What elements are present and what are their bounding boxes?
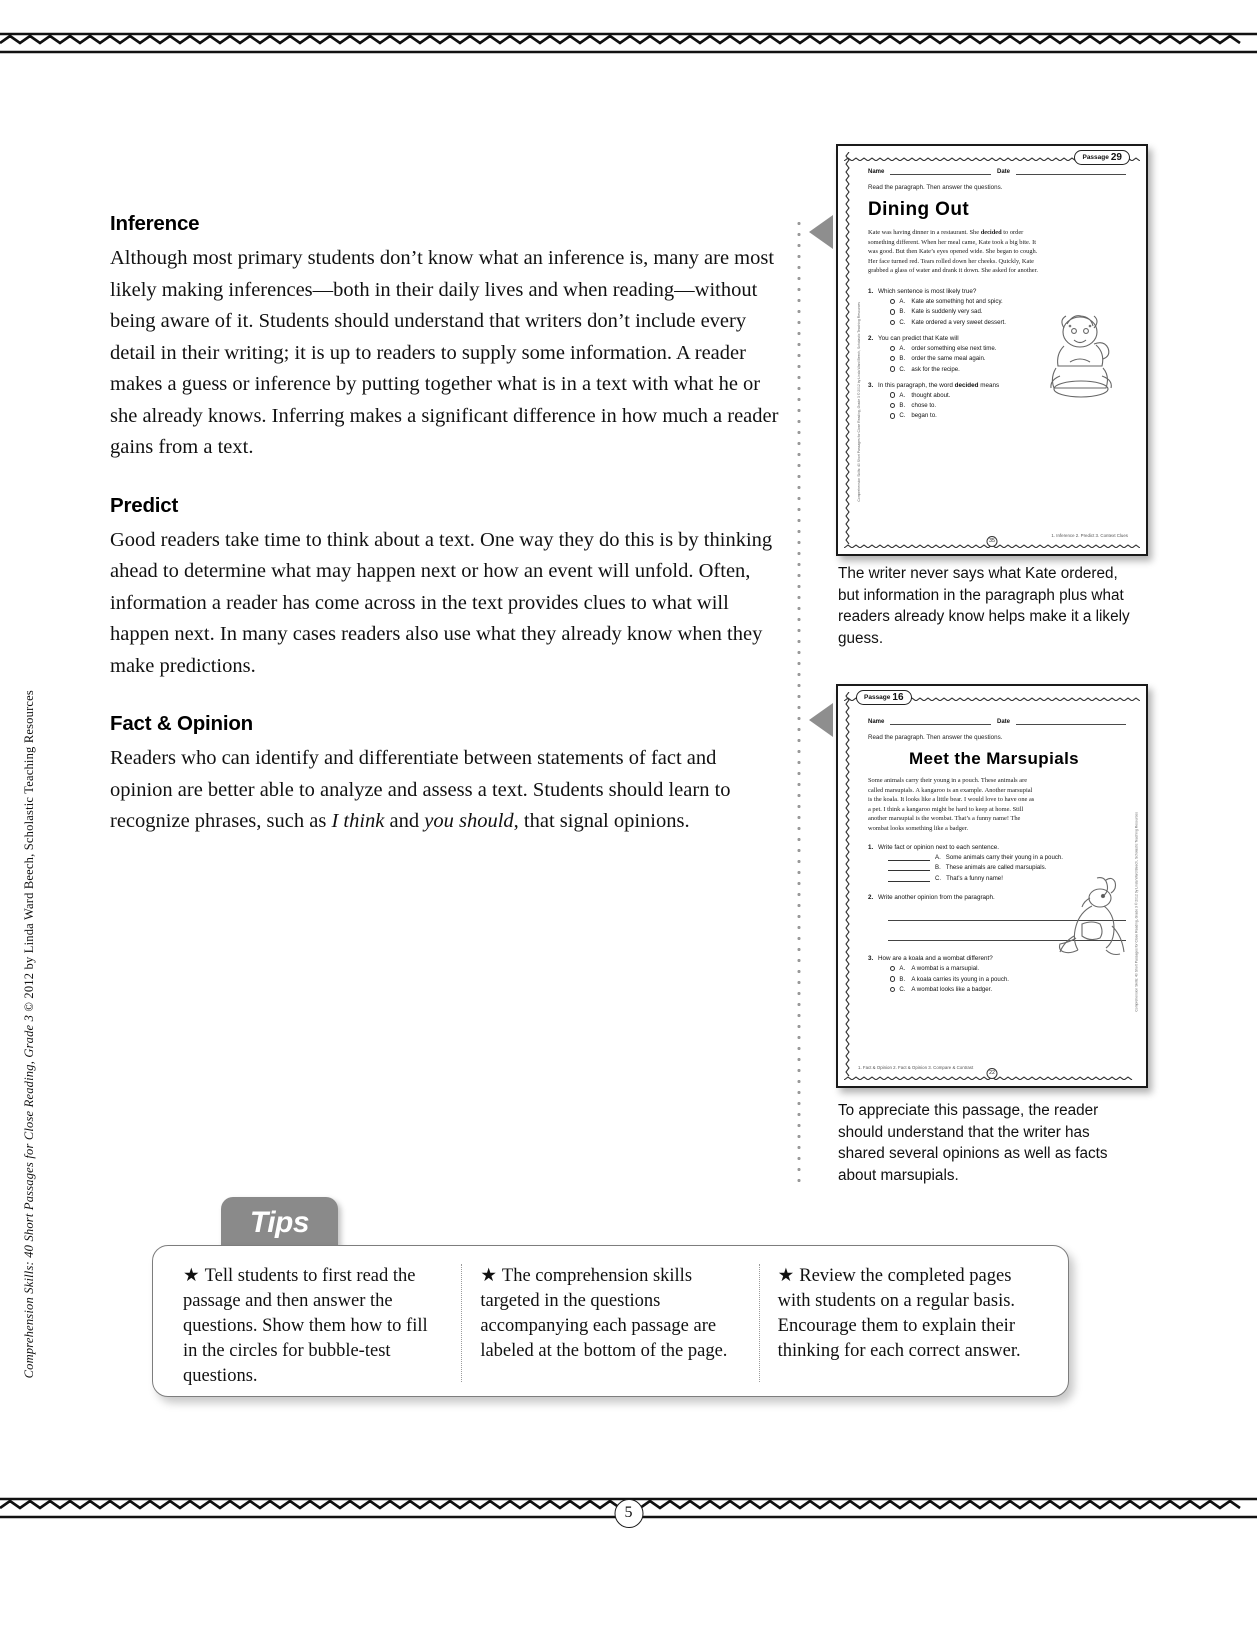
q3-choice-c-2[interactable] bbox=[890, 986, 1126, 993]
q1-choice-a-text-1: Kate ate something hot and spicy. bbox=[911, 297, 1003, 305]
q1-write-b-letter-2: B. bbox=[935, 864, 941, 872]
q3-choice-b-1[interactable] bbox=[890, 402, 1126, 409]
passage-badge-16 bbox=[856, 690, 912, 705]
bubble-icon[interactable] bbox=[890, 413, 895, 418]
bubble-icon[interactable] bbox=[890, 392, 895, 397]
vertical-copyright-credit bbox=[22, 690, 37, 1378]
answer-blank[interactable] bbox=[888, 875, 930, 882]
worksheet-1-passage: Kate was having dinner in a restaurant. She decided to order something different. When her meal came, Kate took a big bite. It was good. But then Kate’s eyes opened wide. She began to cough. Her face turned red. Tears rolled down her cheeks. Quickly, Kate grabbed a glass of water and drank it down. She asked for another. bbox=[868, 229, 1039, 275]
worksheet-1-inner bbox=[844, 152, 1140, 548]
q1-write-c-text-2: That’s a funny name! bbox=[946, 875, 1003, 883]
fo-part1: Readers who can identify and differentiate between statements of fact and opinion are better able to analyze and assess a text. Students should learn to recognize phrases, such as bbox=[110, 747, 731, 832]
bubble-icon[interactable] bbox=[890, 309, 895, 314]
worksheet-2-page-number: 22 bbox=[987, 1068, 998, 1079]
q3-choice-b-2[interactable] bbox=[890, 976, 1126, 983]
worksheet-1-directions: Read the paragraph. Then answer the questions. bbox=[868, 184, 1003, 191]
q1-number-2: 1. bbox=[868, 843, 874, 851]
q3-choice-a-letter-1: A. bbox=[899, 391, 906, 399]
name-input-rule-2[interactable] bbox=[890, 718, 991, 725]
pointer-triangle-icon-bottom bbox=[809, 703, 833, 737]
worksheet-2-inner bbox=[844, 692, 1140, 1080]
kangaroo-illustration bbox=[1034, 868, 1128, 964]
tip-item-1 bbox=[165, 1264, 461, 1386]
q3-stem-2 bbox=[868, 955, 1126, 962]
q3-pre-1: In this paragraph, the word bbox=[878, 381, 955, 389]
q1-write-a-text-2: Some animals carry their young in a pouch. bbox=[945, 853, 1063, 861]
bubble-icon[interactable] bbox=[890, 346, 895, 351]
q1-choice-c-letter-1: C. bbox=[899, 318, 906, 326]
q3-choice-a-text-1: thought about. bbox=[911, 391, 951, 399]
section-inference bbox=[110, 212, 782, 464]
q3-choice-c-text-2: A wombat looks like a badger. bbox=[911, 985, 993, 993]
bubble-icon[interactable] bbox=[890, 320, 895, 325]
bubble-icon[interactable] bbox=[890, 403, 895, 408]
section-body-fact-opinion bbox=[110, 743, 782, 838]
date-label-1: Date bbox=[996, 169, 1010, 175]
star-icon: ★ bbox=[777, 1266, 795, 1286]
decorative-chain-border-top bbox=[0, 30, 1257, 56]
tips-panel bbox=[152, 1245, 1069, 1397]
q3-text-2: How are a koala and a wombat different? bbox=[878, 955, 993, 963]
passage-badge-29 bbox=[1074, 150, 1130, 165]
page-number: 5 bbox=[614, 1499, 643, 1528]
bubble-icon[interactable] bbox=[890, 366, 895, 371]
q2-choice-b-text-1: order the same meal again. bbox=[911, 355, 986, 363]
q1-text-2: Write fact or opinion next to each sentence. bbox=[878, 843, 999, 851]
bubble-icon[interactable] bbox=[890, 966, 895, 971]
tips-tab bbox=[221, 1197, 338, 1247]
q3-choice-a-2[interactable] bbox=[890, 965, 1126, 972]
worksheet-1-title: Dining Out bbox=[868, 199, 970, 220]
q3-choice-b-text-2: A koala carries its young in a pouch. bbox=[911, 975, 1009, 983]
name-label-2: Name bbox=[868, 719, 885, 725]
q2-stem-2 bbox=[868, 894, 1126, 901]
q3-choice-c-1[interactable] bbox=[890, 412, 1126, 419]
tips-tab-label: Tips bbox=[249, 1206, 310, 1239]
q2-text-2: Write another opinion from the paragraph. bbox=[878, 894, 995, 902]
q1-choice-a-1[interactable] bbox=[890, 298, 1126, 305]
q3-choice-a-letter-2: A. bbox=[899, 965, 906, 973]
section-predict bbox=[110, 494, 782, 683]
mini-chain-left-1 bbox=[844, 152, 853, 548]
worksheet-2-answer-key: 1. Fact & Opinion 2. Fact & Opinion 3. Compare & Contrast bbox=[858, 1065, 974, 1070]
worksheet-1-page-number: 35 bbox=[987, 536, 998, 547]
fo-italic-you-should: you should bbox=[424, 810, 514, 832]
q3-choice-c-text-1: began to. bbox=[911, 412, 937, 420]
answer-blank[interactable] bbox=[888, 864, 930, 871]
skills-overview-column bbox=[110, 212, 782, 864]
q2-stem-1 bbox=[868, 335, 1126, 342]
passage-badge-label-1: Passage bbox=[1082, 154, 1109, 161]
tip-text-1: Tell students to first read the passage and then answer the questions. Show them how to fill in the circles for bubble-test questions. bbox=[183, 1266, 428, 1386]
worksheet-2-question-3 bbox=[868, 955, 1126, 993]
credit-title: Comprehension Skills: 40 Short Passages for Close Reading, Grade 3 bbox=[22, 1014, 36, 1379]
q2-number-1: 2. bbox=[868, 334, 874, 342]
mini-chain-left-2 bbox=[844, 692, 853, 1080]
q3-choice-b-text-1: chose to. bbox=[911, 401, 937, 409]
tip-text-2: The comprehension skills targeted in the questions accompanying each passage are labeled at the bottom of the page. bbox=[480, 1266, 728, 1361]
q2-number-2: 2. bbox=[868, 894, 874, 902]
worksheet-thumbnail-meet-the-marsupials[interactable] bbox=[836, 684, 1148, 1088]
q2-choice-c-letter-1: C. bbox=[899, 365, 906, 373]
worksheet-2-title: Meet the Marsupials bbox=[908, 749, 1080, 768]
q1-write-a-2[interactable] bbox=[888, 854, 1126, 861]
worksheet-2-name-date-row bbox=[868, 718, 1126, 725]
q1-write-c-letter-2: C. bbox=[935, 875, 942, 883]
star-icon: ★ bbox=[183, 1266, 200, 1286]
tip-item-3 bbox=[759, 1264, 1056, 1382]
q2-choice-c-text-1: ask for the recipe. bbox=[911, 365, 960, 373]
q2-text-1: You can predict that Kate will bbox=[878, 334, 959, 342]
q3-choice-a-text-2: A wombat is a marsupial. bbox=[911, 965, 980, 973]
worksheet-2-body bbox=[868, 718, 1126, 1002]
worksheet-1-body bbox=[868, 168, 1126, 428]
q1-write-a-letter-2: A. bbox=[935, 853, 941, 861]
name-input-rule-1[interactable] bbox=[890, 168, 991, 175]
worksheet-1-name-date-row bbox=[868, 168, 1126, 175]
passage-badge-number-1: 29 bbox=[1110, 152, 1122, 163]
q1-stem-2 bbox=[868, 844, 1126, 851]
section-body-predict: Good readers take time to think about a text. One way they do this is by thinking ahead to determine what may happen next or how an event will unfold. Often, information a reader has come across in the text provides clues to what will happen next. In many cases readers also use what they already know when they make predictions. bbox=[110, 528, 773, 677]
q3-post-1: means bbox=[978, 381, 1000, 389]
dotted-column-divider bbox=[797, 218, 801, 1184]
caption-meet-the-marsupials: To appreciate this passage, the reader should understand that the writer has shared several opinions as well as facts about marsupials. bbox=[838, 1102, 1108, 1184]
worksheet-2-passage: Some animals carry their young in a pouch. These animals are called marsupials. A kangaroo is an example. Another marsupial is the koala. It looks like a little bear. I would love to have one as a pet. I think a kangaroo might be hard to keep at home. Still another marsupial is the wombat. That’s a funny name! The wombat looks something like a badger. bbox=[868, 777, 1035, 832]
q1-choice-a-letter-1: A. bbox=[899, 297, 906, 305]
q2-choice-a-letter-1: A. bbox=[899, 344, 906, 352]
q3-stem-1 bbox=[868, 382, 1126, 389]
section-heading-predict: Predict bbox=[110, 493, 179, 517]
date-input-rule-2[interactable] bbox=[1016, 718, 1126, 725]
q3-choice-b-letter-2: B. bbox=[899, 975, 906, 983]
q1-write-b-text-2: These animals are called marsupials. bbox=[945, 864, 1047, 872]
worksheet-2-directions: Read the paragraph. Then answer the questions. bbox=[868, 734, 1003, 741]
bubble-icon[interactable] bbox=[890, 976, 895, 981]
fo-part3: , that signal opinions. bbox=[513, 810, 690, 832]
star-icon: ★ bbox=[480, 1266, 497, 1286]
q3-choice-c-letter-1: C. bbox=[899, 412, 906, 420]
q1-stem-1 bbox=[868, 288, 1126, 295]
q1-number-1: 1. bbox=[868, 287, 874, 295]
passage-badge-label-2: Passage bbox=[864, 694, 891, 701]
q1-text-1: Which sentence is most likely true? bbox=[878, 287, 977, 295]
q1-choice-b-text-1: Kate is suddenly very sad. bbox=[911, 308, 983, 316]
q3-bold-word-1: decided bbox=[954, 381, 979, 389]
tip-text-3: Review the completed pages with students on a regular basis. Encourage them to explain their thinking for each correct answer. bbox=[777, 1266, 1021, 1361]
fo-italic-i-think: I think bbox=[331, 810, 385, 832]
passage-badge-number-2: 16 bbox=[892, 692, 904, 703]
date-label-2: Date bbox=[996, 719, 1010, 725]
q1-choice-c-text-1: Kate ordered a very sweet dessert. bbox=[911, 318, 1006, 326]
bubble-icon[interactable] bbox=[890, 356, 895, 361]
q1-choice-b-letter-1: B. bbox=[899, 308, 906, 316]
bubble-icon[interactable] bbox=[890, 987, 895, 992]
name-label-1: Name bbox=[868, 169, 885, 175]
section-heading-fact-opinion: Fact & Opinion bbox=[110, 712, 253, 735]
q3-number-2: 3. bbox=[868, 955, 874, 963]
fo-part2: and bbox=[384, 810, 425, 832]
q2-choice-b-letter-1: B. bbox=[899, 355, 906, 363]
credit-rest: © 2012 by Linda Ward Beech, Scholastic Teaching Resources bbox=[22, 690, 36, 1015]
tip-item-2 bbox=[461, 1264, 758, 1382]
q3-choice-b-letter-1: B. bbox=[899, 401, 906, 409]
q3-choice-c-letter-2: C. bbox=[899, 985, 906, 993]
q3-number-1: 3. bbox=[868, 381, 874, 389]
worksheet-2-side-credit: Comprehension Skills: 40 Short Passages for Close Reading, Grade 3 © 2012 by Linda Ward Beech, Scholastic Teaching Resources bbox=[1135, 812, 1139, 1012]
worksheet-thumbnail-dining-out[interactable] bbox=[836, 144, 1148, 556]
section-body-inference: Although most primary students don’t know what an inference is, many are most likely making inferences—both in their daily lives and when reading—without being aware of it. Students should understand that writers don’t include every detail in their writing; it is up to readers to supply some information. A reader makes a guess or inference by putting together what is in a text with what he or she already knows. Inferring makes a significant difference in how much a reader gains from a text. bbox=[110, 247, 779, 458]
bubble-icon[interactable] bbox=[890, 299, 895, 304]
caption-dining-out: The writer never says what Kate ordered, but information in the paragraph plus what readers already know helps make it a likely guess. bbox=[838, 565, 1130, 647]
q2-choice-a-text-1: order something else next time. bbox=[911, 344, 997, 352]
answer-blank[interactable] bbox=[888, 854, 930, 861]
worksheet-1-side-credit: Comprehension Skills: 40 Short Passages for Close Reading, Grade 3 © 2012 by Linda Ward Beech, Scholastic Teaching Resources bbox=[857, 302, 861, 502]
pointer-triangle-icon-top bbox=[809, 215, 833, 249]
worksheet-1-answer-key: 1. Inference 2. Predict 3. Context Clues bbox=[1051, 533, 1128, 538]
section-fact-opinion bbox=[110, 712, 782, 838]
date-input-rule-1[interactable] bbox=[1016, 168, 1126, 175]
section-heading-inference: Inference bbox=[110, 212, 200, 235]
